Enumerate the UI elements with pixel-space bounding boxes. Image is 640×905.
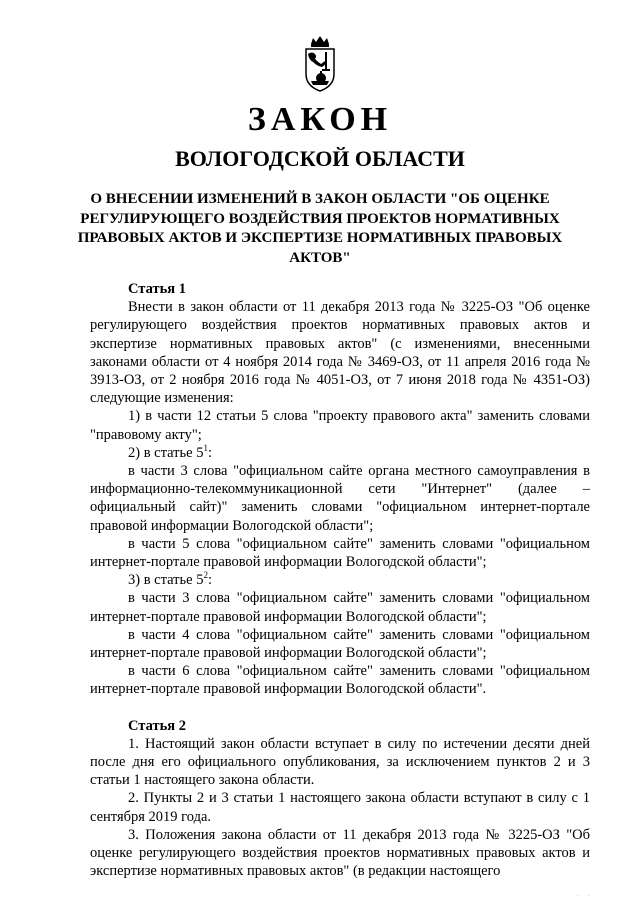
vologda-coat-of-arms-icon [303,36,337,92]
article-1-item-3c: в части 6 слова "официальном сайте" заменить словами "официальном интернет-портале правовой информации Вологодской области". [90,663,590,698]
article-1-intro: Внести в закон области от 11 декабря 2013 года № 3225-ОЗ "Об оценке регулирующего воздействия проектов нормативных правовых актов и экспертизе нормативных правовых актов" (с изменениями, внесенными законами области от 4 ноября 2014 года № 3469-ОЗ, от 11 апреля 2016 года № 3913-ОЗ, от 2 ноября 2016 года № 4051-ОЗ, от 7 июня 2018 года № 4351-ОЗ) следующие изменения: [90,299,590,407]
law-title: О ВНЕСЕНИИ ИЗМЕНЕНИЙ В ЗАКОН ОБЛАСТИ "ОБ ОЦЕНКЕ РЕГУЛИРУЮЩЕГО ВОЗДЕЙСТВИЯ ПРОЕКТОВ НОРМАТИВНЫХ ПРАВОВЫХ АКТОВ И ЭКСПЕРТИЗЕ НОРМАТИВНЫХ ПРАВОВЫХ АКТОВ" [77,191,563,266]
article-1-item-3: 3) в статье $5^2$: [128,570,212,589]
superscript: 1 [203,443,208,453]
article-1-item-3a: в части 3 слова "официальном сайте" заменить словами "официальном интернет-портале правовой информации Вологодской области"; [90,590,590,625]
section-gap [90,699,590,717]
article-1-item-1: 1) в части 12 статьи 5 слова "проекту правового акта" заменить словами "правовому акту"; [90,408,590,443]
document-subtitle: ВОЛОГОДСКОЙ ОБЛАСТИ [175,146,465,171]
article-2-paragraph-3: 3. Положения закона области от 11 декабря 2013 года № 3225-ОЗ "Об оценке регулирующего воздействия проектов нормативных правовых актов и экспертизе нормативных правовых актов" (в редакции настоящего [90,826,590,880]
corner-mark: · · [576,893,594,899]
article-1-heading: Статья 1 [128,281,186,297]
article-1-item-2: 2) в статье $5^1$: [128,443,212,461]
document-title: ЗАКОН [247,101,393,138]
article-2-paragraph-2: 2. Пункты 2 и 3 статьи 1 настоящего закона области вступают в силу с 1 сентября 2019 года. [90,790,590,825]
article-2-heading: Статья 2 [128,717,186,734]
document-body [90,280,590,881]
article-1-item-2a: в части 3 слова "официальном сайте органа местного самоуправления в информационно-телекоммуникационной сети "Интернет" (далее – официальный сайт)" заменить словами "официальном интернет-портале правовой информации Вологодской области"; [90,463,590,534]
superscript: 2 [203,570,208,581]
article-1-item-3b: в части 4 слова "официальном сайте" заменить словами "официальном интернет-портале правовой информации Вологодской области"; [90,626,590,662]
article-2-paragraph-1: 1. Настоящий закон области вступает в силу по истечении десяти дней после дня его официального опубликования, за исключением пунктов 2 и 3 статьи 1 настоящего закона области. [90,735,590,789]
article-1-item-2b: в части 5 слова "официальном сайте" заменить словами "официальном интернет-портале правовой информации Вологодской области"; [90,535,590,571]
